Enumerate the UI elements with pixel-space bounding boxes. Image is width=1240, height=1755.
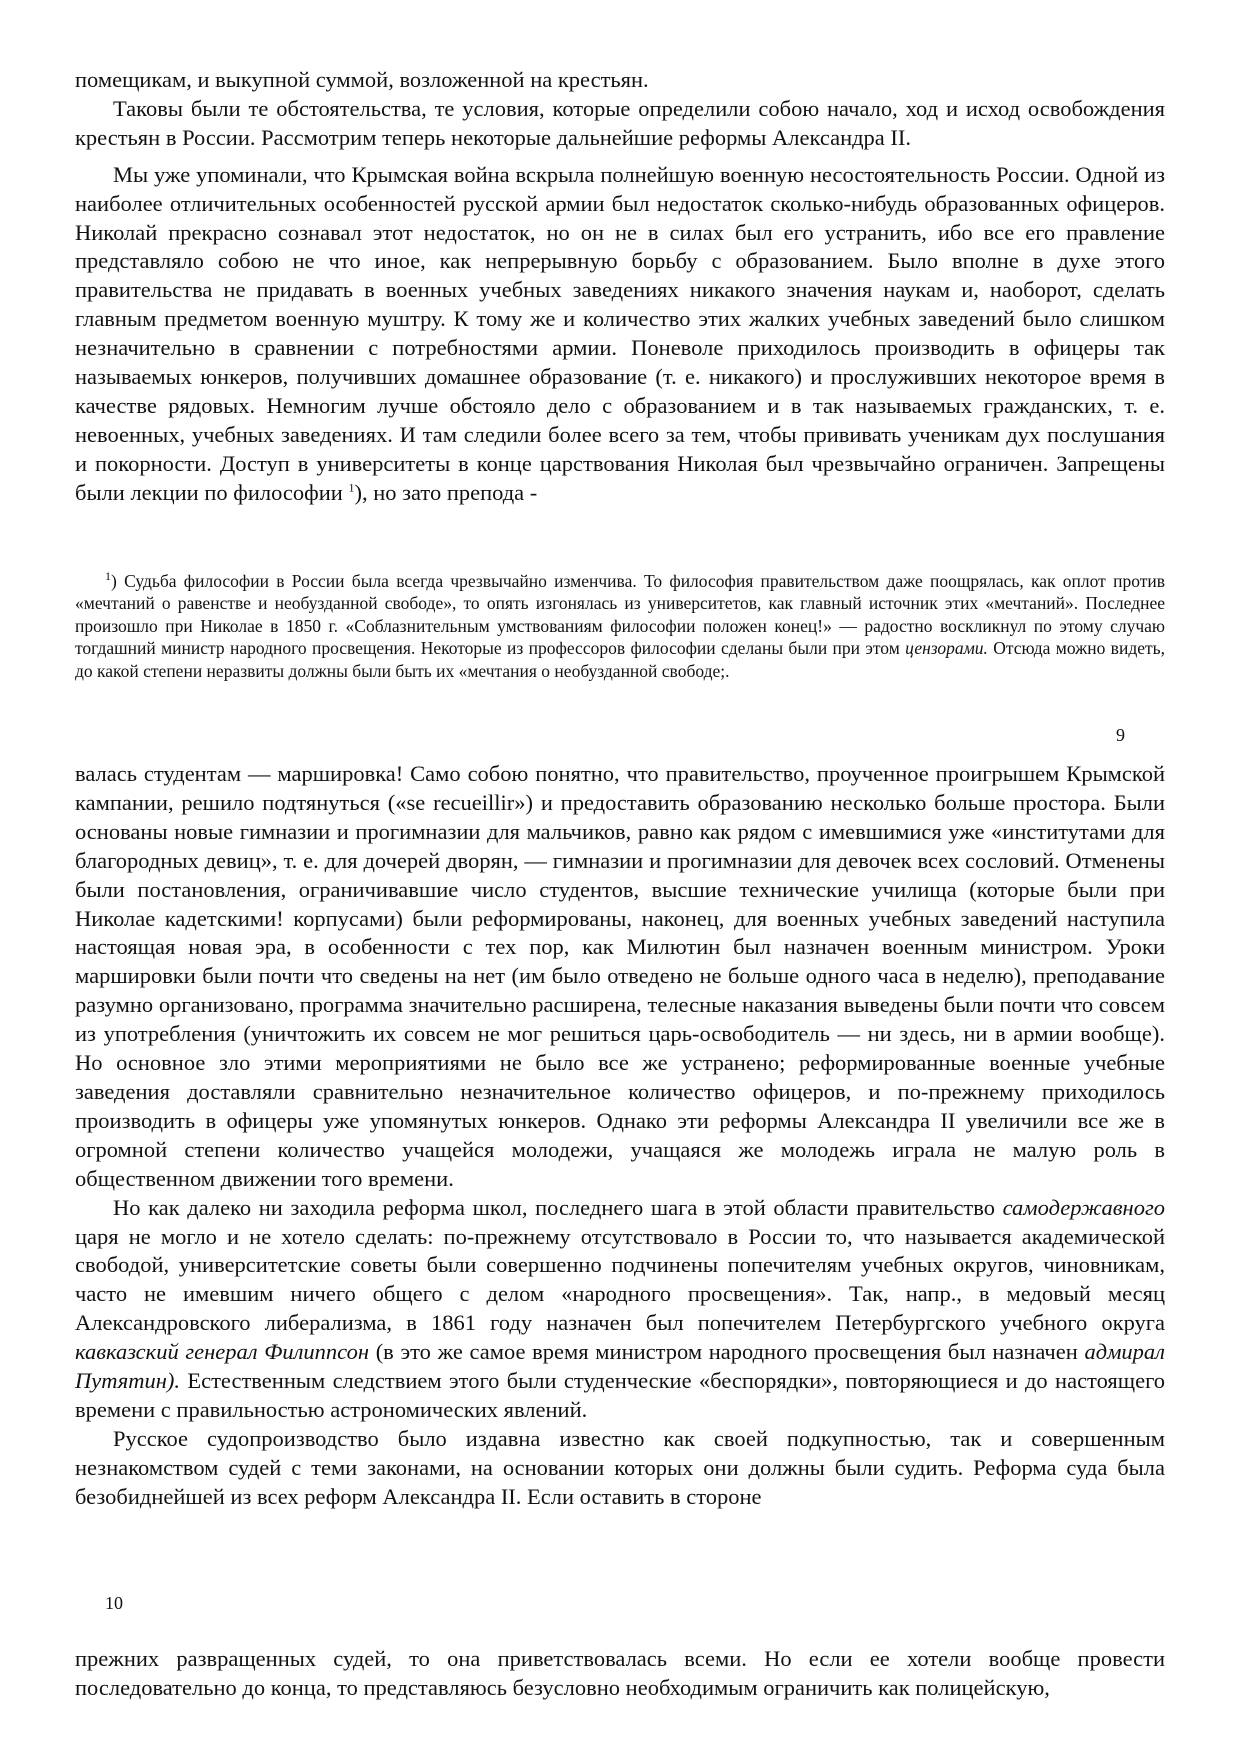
footnote-ref[interactable]: 1	[348, 480, 355, 495]
paragraph: Таковы были те обстоятельства, те условия, которые определили собою начало, ход и исход освобождения крестьян в России. Рассмотрим теперь некоторые дальнейшие реформы Александра II.	[75, 95, 1165, 150]
paragraph: Русское судопроизводство было издавна известно как своей подкупностью, так и совершенным незнакомством судей с теми законами, на основании которых они должны были судить. Реформа суда была безобиднейшей из всех реформ Александра II. Если оставить в стороне	[75, 1425, 1165, 1509]
page-section-3	[75, 1645, 1165, 1703]
italic-text: адмирал Путятин).	[75, 1339, 1165, 1394]
footnote-body: ) Судьба философии в России была всегда чрезвычайно изменчива. То философия правительством даже поощрялась, как оплот против «мечтаний о равенстве и необузданной свободе», то опять изгонялась из университетов, как главный источник этих «мечтаний». Последнее произошло при Николае в 1850 г. «Соблазнительным умствованиям философии положен конец!» — радостно воскликнул по этому случаю тогдашний министр народного просвещения. Некоторые из профессоров философии сделаны были при этом	[75, 571, 1165, 659]
paragraph	[75, 1194, 1165, 1425]
footnote-mark: 1	[105, 569, 111, 584]
paragraph-text: (в это же самое время министром народного просвещения был назначен	[369, 1339, 1085, 1365]
paragraph-text: царя не могло и не хотело сделать: по-прежнему отсутствовало в России то, что называется академической свободой, университетские советы были совершенно подчинены попечителям учебных округов, чиновникам, часто не имевшим ничего общего с делом «народного просвещения». Так, напр., в медовый месяц Александровского либерализма, в 1861 году назначен был попечителем Петербургского учебного округа	[75, 1223, 1165, 1336]
paragraph: помещикам, и выкупной суммой, возложенной на крестьян.	[75, 67, 649, 92]
page-section-2	[75, 760, 1165, 1512]
page-section-1	[75, 66, 1165, 508]
paragraph-text: ), но зато препода -	[354, 479, 538, 505]
footnote-body: Отсюда можно видеть, до какой степени неразвиты должны были быть их «мечтания о необузданной свободе;.	[75, 638, 1165, 681]
italic-text: самодержавного	[1002, 1194, 1165, 1220]
footnote-italic: цензорами.	[905, 638, 988, 659]
paragraph: валась студентам — маршировка! Само собою понятно, что правительство, проученное проигрышем Крымской кампании, решило подтянуться («se recueillir») и предоставить образованию несколько больше простора. Были основаны новые гимназии и прогимназии для мальчиков, равно как рядом с имевшимися уже «институтами для благородных девиц», т. е. для дочерей дворян, — гимназии и прогимназии для девочек всех сословий. Отменены были постановления, ограничивавшие число студентов, высшие технические училища (которые были при Николае кадетскими! корпусами) были реформированы, наконец, для военных учебных заведений наступила настоящая новая эра, в особенности с тех пор, как Милютин был назначен военным министром. Уроки маршировки были почти что сведены на нет (им было отведено не больше одного часа в неделю), преподавание разумно организовано, программа значительно расширена, телесные наказания выведены были почти что совсем из употребления (уничтожить их совсем не мог решиться царь-освободитель — ни здесь, ни в армии вообще). Но основное зло этими мероприятиями не было все же устранено; реформированные военные учебные заведения доставляли сравнительно незначительное количество офицеров, и по-прежнему приходилось производить в офицеры уже упомянутых юнкеров. Однако эти реформы Александра II увеличили все же в огромной степени количество учащейся молодежи, учащаяся же молодежь играла не малую роль в общественном движении того времени.	[75, 761, 1165, 1191]
italic-text: кавказский генерал Филиппсон	[75, 1339, 370, 1365]
paragraph	[75, 161, 1165, 508]
page-number: 10	[105, 1593, 123, 1613]
paragraph-text: Мы уже упоминали, что Крымская война вскрыла полнейшую военную несостоятельность России. Одной из наиболее отличительных особенностей русской армии был недостаток сколько-нибудь образованных офицеров. Николай прекрасно сознавал этот недостаток, но он не в силах был его устранить, ибо все его правление представляло собою не что иное, как непрерывную борьбу с образованием. Было вполне в духе этого правительства не придавать в военных учебных заведениях никакого значения наукам и, наоборот, сделать главным предметом военную муштру. К тому же и количество этих жалких учебных заведений было слишком незначительно в сравнении с потребностями армии. Поневоле приходилось производить в офицеры так называемых юнкеров, получивших домашнее образование (т. е. никакого) и прослуживших некоторое время в качестве рядовых. Немногим лучше обстояло дело с образованием и в так называемых гражданских, т. е. невоенных, учебных заведениях. И там следили более всего за тем, чтобы прививать ученикам дух послушания и покорности. Доступ в университеты в конце царствования Николая был чрезвычайно ограничен. Запрещены были лекции по философии	[75, 161, 1165, 505]
paragraph: прежних развращенных судей, то она приветствовалась всеми. Но если ее хотели вообще провести последовательно до конца, то представляюсь безусловно необходимым ограничить как полицейскую,	[75, 1646, 1165, 1700]
footnote-text	[75, 570, 1165, 682]
footnote	[75, 570, 1165, 682]
paragraph-text: Естественным следствием этого были студенческие «беспорядки», повторяющиеся и до настоящего времени с правильностью астрономических явлений.	[75, 1368, 1165, 1422]
paragraph-text: Но как далеко ни заходила реформа школ, последнего шага в этой области правительство	[113, 1194, 1003, 1220]
page-number: 9	[1116, 725, 1125, 745]
